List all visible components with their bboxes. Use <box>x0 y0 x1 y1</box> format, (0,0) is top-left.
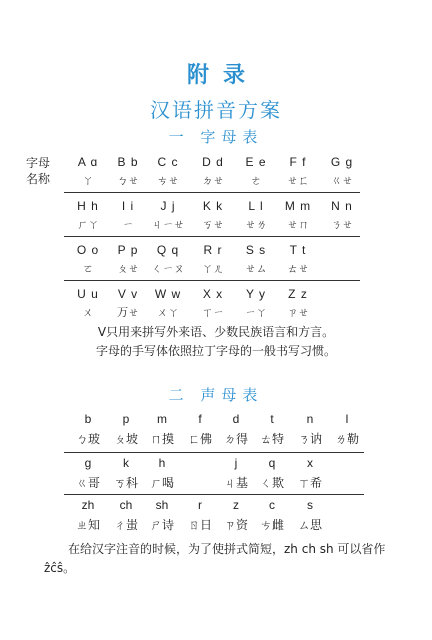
initial-example: ㄇ摸 <box>149 432 174 446</box>
letter-name-cell: ㄅㄝ <box>117 174 139 187</box>
letter-cell: E e <box>245 155 267 169</box>
note-handwriting: 字母的手写体依照拉丁字母的一般书写习惯。 <box>95 344 336 358</box>
letter-cell: H h <box>77 199 99 213</box>
initial-letter: l <box>345 412 349 426</box>
letter-name-cell: ㄧ <box>122 218 134 231</box>
initial-letter: n <box>306 412 314 426</box>
appendix-title: 附录 <box>186 63 259 88</box>
letter-name-cell: ㄝㄌ <box>245 218 267 231</box>
letter-cell: V v <box>117 287 139 301</box>
initial-example: ㄖ日 <box>187 518 212 532</box>
table-rule <box>64 452 364 453</box>
initial-example: ㄔ蚩 <box>113 518 138 532</box>
letter-cell: M m <box>284 199 312 213</box>
letter-name-cell: ㄚ <box>82 174 94 187</box>
initial-letter: g <box>84 456 92 470</box>
letter-name-cell: ㄝㄇ <box>287 218 309 231</box>
letter-name-cell: ㄍㄝ <box>331 174 353 187</box>
initial-example: ㄓ知 <box>75 518 100 532</box>
initial-letter: z <box>233 498 239 512</box>
letter-name-cell: ㄧㄚ <box>245 306 267 319</box>
section1-title: 一 字母表 <box>168 128 264 146</box>
letter-cell: Y y <box>245 287 267 301</box>
letter-name-cell: ㄆㄝ <box>117 262 139 275</box>
initial-letter: d <box>232 412 240 426</box>
initial-example: ㄍ哥 <box>75 476 100 490</box>
letter-name-cell: ㄊㄝ <box>287 262 309 275</box>
initial-letter: f <box>198 412 202 426</box>
letter-cell: Q q <box>156 243 180 257</box>
initial-example: ㄒ希 <box>297 476 322 490</box>
letter-cell: L l <box>248 199 264 213</box>
letter-cell: B b <box>117 155 139 169</box>
letter-cell: U u <box>77 287 99 301</box>
letter-cell: N n <box>331 199 353 213</box>
section2-title: 二 声母表 <box>168 386 264 404</box>
initial-example: ㄘ雌 <box>259 518 284 532</box>
letter-cell: O o <box>76 243 100 257</box>
letter-name-cell: ㄛ <box>82 262 94 275</box>
scheme-title: 汉语拼音方案 <box>150 98 282 122</box>
letter-name-cell: ㄏㄚ <box>77 218 99 231</box>
initial-example: ㄅ玻 <box>75 432 100 446</box>
initial-example: ㄕ诗 <box>149 518 174 532</box>
initial-example: ㄈ佛 <box>187 432 212 446</box>
letter-cell: J j <box>160 199 176 213</box>
initial-letter: h <box>158 456 166 470</box>
letter-name-cell: ㄪㄝ <box>117 306 139 319</box>
letter-name-cell: ㄨ <box>82 306 94 319</box>
initial-letter: r <box>198 498 202 512</box>
initial-letter: s <box>307 498 313 512</box>
letter-name-cell: ㄒㄧ <box>202 306 224 319</box>
initial-example: ㄏ喝 <box>149 476 174 490</box>
letter-name-cell: ㄝㄙ <box>245 262 267 275</box>
letter-cell: K k <box>202 199 224 213</box>
initial-letter: q <box>268 456 276 470</box>
letter-name-cell: ㄗㄝ <box>287 306 309 319</box>
letter-cell: P p <box>117 243 139 257</box>
letter-cell: A ɑ <box>77 155 99 169</box>
letter-cell: F f <box>289 155 307 169</box>
initial-letter: sh <box>155 498 169 512</box>
initial-letter: m <box>157 412 167 426</box>
initial-example: ㄙ思 <box>297 518 322 532</box>
initial-letter: p <box>122 412 130 426</box>
initial-letter: b <box>84 412 92 426</box>
initial-example: ㄆ坡 <box>113 432 138 446</box>
initial-example: ㄐ基 <box>223 476 248 490</box>
letter-cell: Z z <box>288 287 308 301</box>
table-rule <box>64 494 364 495</box>
initial-example: ㄊ特 <box>259 432 284 446</box>
letter-cell: I i <box>121 199 135 213</box>
initial-example: ㄉ得 <box>223 432 248 446</box>
initial-example: ㄌ勒 <box>334 432 359 446</box>
table-rule <box>64 280 360 281</box>
table-rule <box>64 236 360 237</box>
row-label-letter: 字母 <box>25 156 50 170</box>
letter-cell: G g <box>330 155 354 169</box>
initial-letter: x <box>307 456 313 470</box>
letter-cell: R r <box>203 243 223 257</box>
initial-example: ㄑ欺 <box>259 476 284 490</box>
letter-cell: X x <box>202 287 224 301</box>
abbreviation-paragraph: 在给汉字注音的时候，为了使拼式简短，zh ch sh 可以省作 ẑĉŝ。 <box>44 542 386 575</box>
initial-example: ㄗ资 <box>223 518 248 532</box>
initial-letter: zh <box>81 498 95 512</box>
letter-name-cell: ㄋㄝ <box>331 218 353 231</box>
row-label-name: 名称 <box>25 172 50 186</box>
note-v-usage: V只用来拼写外来语、少数民族语言和方言。 <box>97 325 335 339</box>
initial-example: ㄋ讷 <box>297 432 322 446</box>
letter-name-cell: ㄉㄝ <box>202 174 224 187</box>
initial-example: ㄎ科 <box>113 476 138 490</box>
letter-name-cell: ㄝㄈ <box>287 174 309 187</box>
letter-cell: C c <box>157 155 179 169</box>
letter-name-cell: ㄐㄧㄝ <box>151 218 185 231</box>
letter-name-cell: ㄜ <box>250 174 262 187</box>
letter-name-cell: ㄑㄧㄡ <box>151 262 185 275</box>
letter-cell: D d <box>202 155 224 169</box>
letter-cell: S s <box>245 243 267 257</box>
letter-cell: T t <box>289 243 307 257</box>
initial-letter: t <box>270 412 274 426</box>
initial-letter: ch <box>119 498 133 512</box>
letter-name-cell: ㄨㄚ <box>157 306 179 319</box>
table-rule <box>64 192 360 193</box>
letter-cell: W w <box>154 287 182 301</box>
letter-name-cell: ㄚㄦ <box>202 262 224 275</box>
initial-letter: c <box>269 498 275 512</box>
letter-name-cell: ㄎㄝ <box>202 218 224 231</box>
letter-name-cell: ㄘㄝ <box>157 174 179 187</box>
initial-letter: k <box>123 456 129 470</box>
initial-letter: j <box>234 456 238 470</box>
